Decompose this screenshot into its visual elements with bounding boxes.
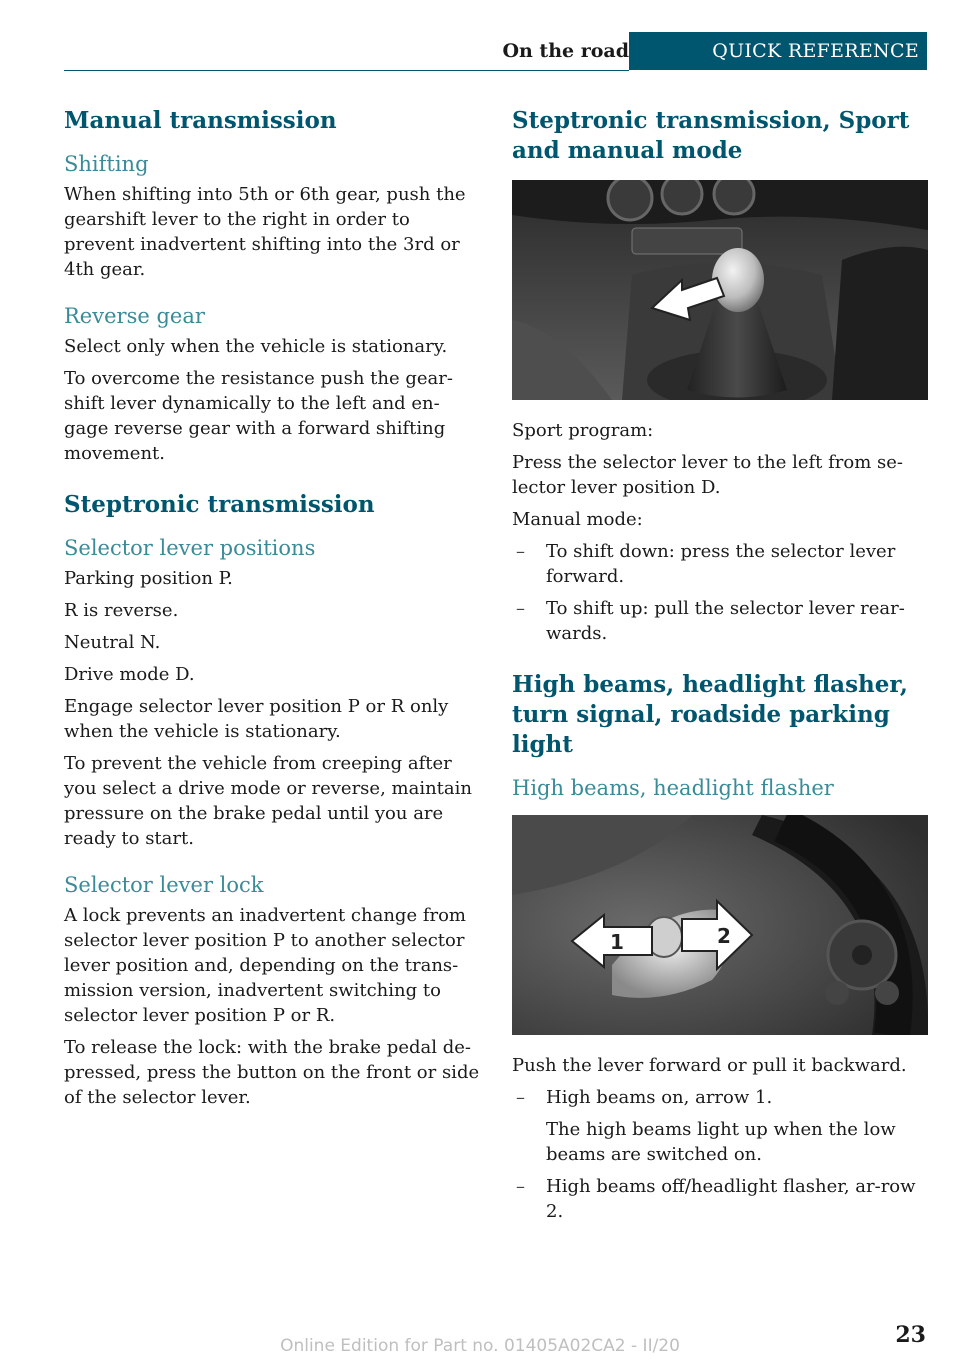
left-column bbox=[64, 106, 480, 1117]
heading-steptronic-sport-manual: Steptronic transmission, Sport and manual mode bbox=[512, 107, 910, 164]
text-position-creeping: To prevent the vehicle from creeping after you select a drive mode or reverse, maintain pressure on the brake pedal until you are ready to start. bbox=[64, 753, 472, 849]
right-column bbox=[512, 106, 928, 1231]
page-header bbox=[64, 32, 927, 70]
text-position-p: Parking position P. bbox=[64, 568, 233, 589]
text-sport-program: Press the selector lever to the left from se-lector lever position D. bbox=[512, 452, 903, 498]
text-manual-mode-label: Manual mode: bbox=[512, 509, 643, 530]
header-section-title: On the road bbox=[502, 40, 629, 62]
high-beams-list bbox=[512, 1085, 928, 1110]
text-reverse-2: To overcome the resistance push the gear-shift lever dynamically to the left and en-gage reverse gear with a forward shifting movement. bbox=[64, 368, 453, 464]
text-shifting: When shifting into 5th or 6th gear, push the gearshift lever to the right in order to prevent inadvertent shifting into the 3rd or 4th gear. bbox=[64, 184, 466, 280]
list-item: – To shift up: pull the selector lever rear-wards. bbox=[516, 598, 905, 644]
list-item: – High beams on, arrow 1. bbox=[516, 1087, 773, 1108]
gear-selector-photo bbox=[512, 180, 928, 400]
text-high-beams-note: The high beams light up when the low beams are switched on. bbox=[546, 1119, 896, 1165]
heading-shifting: Shifting bbox=[64, 152, 149, 176]
heading-manual-transmission: Manual transmission bbox=[64, 107, 337, 134]
text-position-engage: Engage selector lever position P or R only when the vehicle is stationary. bbox=[64, 696, 449, 742]
high-beams-list-2 bbox=[512, 1174, 928, 1224]
header-chapter-tab: QUICK REFERENCE bbox=[629, 32, 927, 70]
text-reverse-1: Select only when the vehicle is stationary. bbox=[64, 336, 448, 357]
text-lock-2: To release the lock: with the brake pedal de-pressed, press the button on the front or side of the selector lever. bbox=[64, 1037, 480, 1108]
heading-high-beams-flasher: High beams, headlight flasher bbox=[512, 776, 834, 800]
text-sport-program-label: Sport program: bbox=[512, 420, 654, 441]
list-item: – To shift down: press the selector lever forward. bbox=[516, 541, 896, 587]
dash-bullet: – bbox=[516, 1176, 525, 1197]
heading-reverse-gear: Reverse gear bbox=[64, 304, 205, 328]
heading-high-beams-turn-signal: High beams, headlight flasher, turn signal, roadside parking light bbox=[512, 671, 908, 758]
dash-bullet: – bbox=[516, 598, 525, 619]
text-push-lever: Push the lever forward or pull it backward. bbox=[512, 1055, 907, 1076]
manual-mode-list bbox=[512, 539, 928, 646]
heading-selector-lever-lock: Selector lever lock bbox=[64, 873, 264, 897]
headlight-lever-photo bbox=[512, 815, 928, 1035]
arrow-2-label: 2 bbox=[717, 924, 731, 948]
dash-bullet: – bbox=[516, 1087, 525, 1108]
text-position-n: Neutral N. bbox=[64, 632, 161, 653]
heading-selector-lever-positions: Selector lever positions bbox=[64, 536, 316, 560]
text-lock-1: A lock prevents an inadvertent change from selector lever position P to another selector lever position and, depending on the trans-mission version, inadvertent switching to selector lever position P or R. bbox=[64, 905, 466, 1026]
edition-watermark: Online Edition for Part no. 01405A02CA2 - II/20 bbox=[280, 1336, 680, 1356]
list-item: – High beams off/headlight flasher, ar-row 2. bbox=[516, 1176, 916, 1222]
arrow-1-label: 1 bbox=[610, 930, 624, 954]
heading-steptronic-transmission: Steptronic transmission bbox=[64, 491, 375, 518]
page-footer bbox=[0, 1322, 960, 1362]
page-number: 23 bbox=[895, 1322, 926, 1348]
text-position-r: R is reverse. bbox=[64, 600, 179, 621]
text-position-d: Drive mode D. bbox=[64, 664, 195, 685]
dash-bullet: – bbox=[516, 541, 525, 562]
